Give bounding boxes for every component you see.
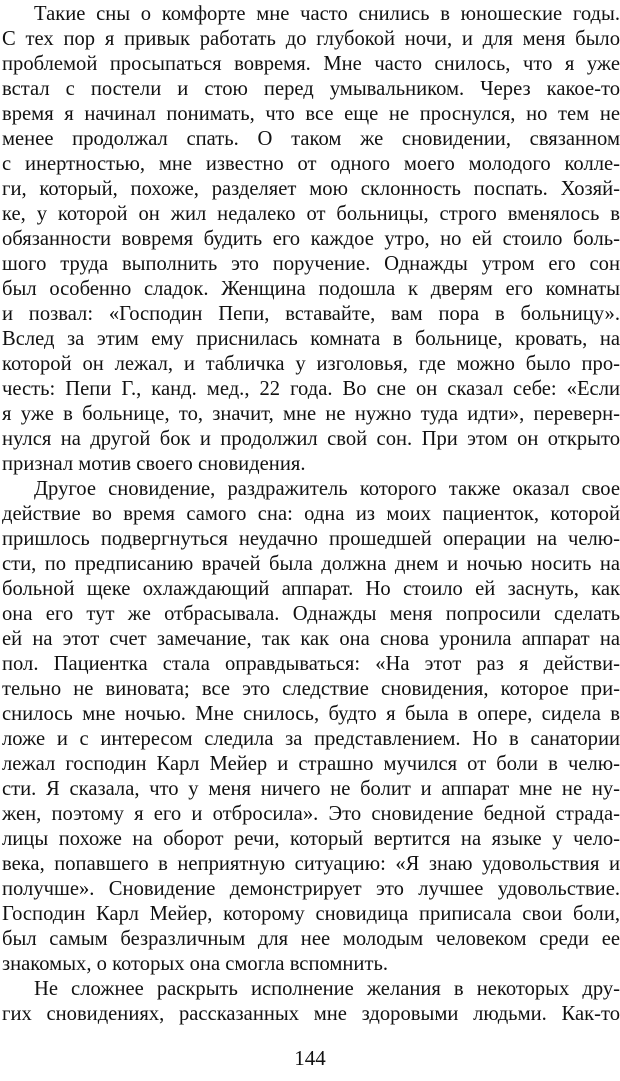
text-line: был самым безразличным для нее молодым человеком среди ее (2, 928, 620, 950)
text-line: С тех пор я привык работать до глубокой ночи, и для меня было (2, 28, 620, 50)
text-line: получше». Сновидение демонстрирует это лучшее удовольствие. (2, 878, 620, 900)
text-line: шого труда выполнить это поручение. Однажды утром его сон (2, 253, 620, 275)
text-line: тельно не виновата; все это следствие сновидения, которое при- (2, 678, 620, 700)
text-line: больной щеке охлаждающий аппарат. Но стоило ей заснуть, как (2, 578, 620, 600)
text-line: и позвал: «Господин Пепи, вставайте, вам пора в больницу». (2, 303, 620, 325)
text-line: сти, по предписанию врачей была должна днем и ночью носить на (2, 553, 620, 575)
text-line: пришлось подвергнуться неудачно прошедшей операции на челю- (2, 528, 620, 550)
text-line: встал с постели и стою перед умывальником. Через какое-то (2, 78, 620, 100)
text-line: жен, поэтому я его и отбросила». Это сновидение бедной страда- (2, 803, 620, 825)
text-line: признал мотив своего сновидения. (2, 453, 306, 475)
text-line: ей на этот счет замечание, так как она снова уронила аппарат на (2, 628, 620, 650)
text-line: Вслед за этим ему приснилась комната в больнице, кровать, на (2, 328, 620, 350)
text-line: ложе и с интересом следила за представлением. Но в санатории (2, 728, 620, 750)
text-line: менее продолжал спать. О таком же сновидении, связанном (2, 128, 620, 150)
text-line: обязанности вовремя будить его каждое утро, но ей стоило боль- (2, 228, 620, 250)
text-line: время я начинал понимать, что все еще не проснулся, но тем не (2, 103, 620, 125)
text-line: с инертностью, мне известно от одного моего молодого колле- (2, 153, 620, 175)
text-line: Такие сны о комфорте мне часто снились в юношеские годы. (34, 3, 620, 25)
text-line: проблемой просыпаться вовремя. Мне часто снилось, что я уже (2, 53, 620, 75)
page-number: 144 (294, 1046, 326, 1070)
text-line: действие во время самого сна: одна из моих пациенток, которой (2, 503, 620, 525)
text-line: лежал господин Карл Мейер и страшно мучился от боли в челю- (2, 753, 620, 775)
text-line: ги, который, похоже, разделяет мою склонность поспать. Хозяй- (2, 178, 620, 200)
text-line: знакомых, о которых она смогла вспомнить. (2, 953, 388, 975)
text-line: сти. Я сказала, что у меня ничего не болит и аппарат мне не ну- (2, 778, 620, 800)
text-line: которой он лежал, и табличка у изголовья, где можно было про- (2, 353, 620, 375)
text-line: она его тут же отбрасывала. Однажды меня попросили сделать (2, 603, 620, 625)
text-line: века, попавшего в неприятную ситуацию: «Я знаю удовольствия и (2, 853, 620, 875)
text-line: я уже в больнице, то, значит, мне не нужно туда идти», переверн- (2, 403, 620, 425)
text-line: честь: Пепи Г., канд. мед., 22 года. Во сне он сказал себе: «Если (2, 378, 620, 400)
text-line: нулся на другой бок и продолжил свой сон. При этом он открыто (2, 428, 620, 450)
text-line: лицы похоже на оборот речи, который вертится на языке у чело- (2, 828, 620, 850)
text-line: Господин Карл Мейер, которому сновидица приписала свои боли, (2, 903, 620, 925)
text-line: Другое сновидение, раздражитель которого также оказал свое (34, 478, 620, 500)
text-line: пол. Пациентка стала оправдываться: «На этот раз я действи- (2, 653, 620, 675)
text-line: был особенно сладок. Женщина подошла к дверям его комнаты (2, 278, 620, 300)
text-line: снилось мне ночью. Мне снилось, будто я была в опере, сидела в (2, 703, 620, 725)
text-line: гих сновидениях, рассказанных мне здоровыми людьми. Как-то (2, 1003, 620, 1025)
text-line: Не сложнее раскрыть исполнение желания в некоторых дру- (34, 978, 620, 1000)
text-line: ке, у которой он жил недалеко от больницы, строго вменялось в (2, 203, 620, 225)
